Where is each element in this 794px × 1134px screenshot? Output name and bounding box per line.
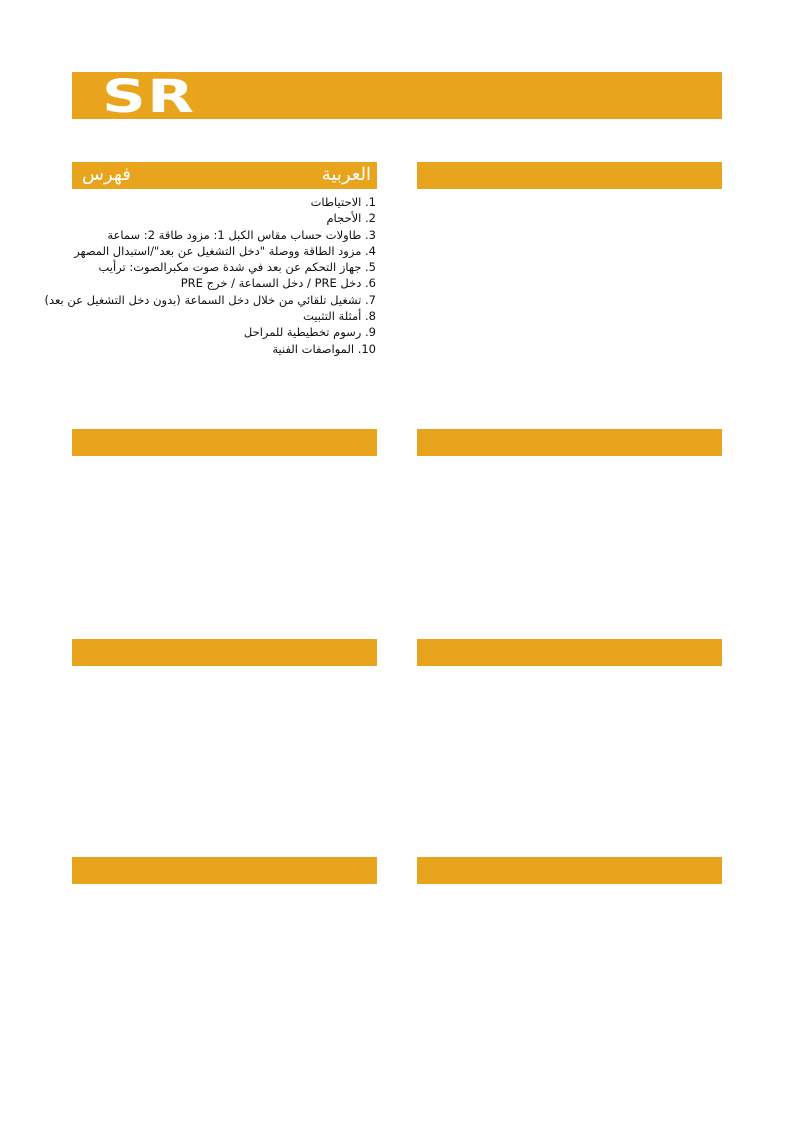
toc-item[interactable]: 6. دخل PRE / دخل السماعة / خرج PRE bbox=[180, 276, 376, 291]
section-header-empty bbox=[417, 429, 722, 456]
toc-item[interactable]: 4. مزود الطاقة ووصلة "دخل التشغيل عن بعد"/استبدال المصهر bbox=[74, 243, 376, 258]
section-header-empty bbox=[72, 857, 377, 884]
section-header-empty bbox=[72, 429, 377, 456]
brand-logo: SR bbox=[102, 70, 196, 123]
section-header-empty bbox=[417, 857, 722, 884]
toc-item[interactable]: 3. طاولات حساب مقاس الكبل 1: مزود طاقة 2: سماعة bbox=[107, 227, 376, 242]
section-header-arabic bbox=[72, 162, 377, 189]
toc-item[interactable]: 8. أمثلة التثبيت bbox=[303, 309, 376, 324]
language-label: العربية bbox=[321, 164, 371, 185]
header-band bbox=[72, 70, 722, 123]
toc-item[interactable]: 9. رسوم تخطيطية للمراحل bbox=[243, 325, 376, 340]
toc-item[interactable]: 1. الاحتياطات bbox=[310, 195, 376, 209]
section-header-empty bbox=[72, 639, 377, 666]
toc-item[interactable]: 10. المواصفات الفنية bbox=[272, 341, 376, 356]
index-label: فهرس bbox=[82, 164, 131, 185]
toc-item[interactable]: 5. جهاز التحكم عن بعد في شدة صوت مكبرالصوت: ترأيب bbox=[98, 260, 376, 275]
toc-item[interactable]: 2. الأحجام bbox=[326, 211, 376, 226]
section-header-empty bbox=[417, 639, 722, 666]
table-of-contents bbox=[44, 194, 376, 357]
section-header-empty bbox=[417, 162, 722, 189]
toc-item[interactable]: 7. تشغيل تلقائي من خلال دخل السماعة (بدون دخل التشغيل عن بعد) bbox=[44, 292, 376, 307]
